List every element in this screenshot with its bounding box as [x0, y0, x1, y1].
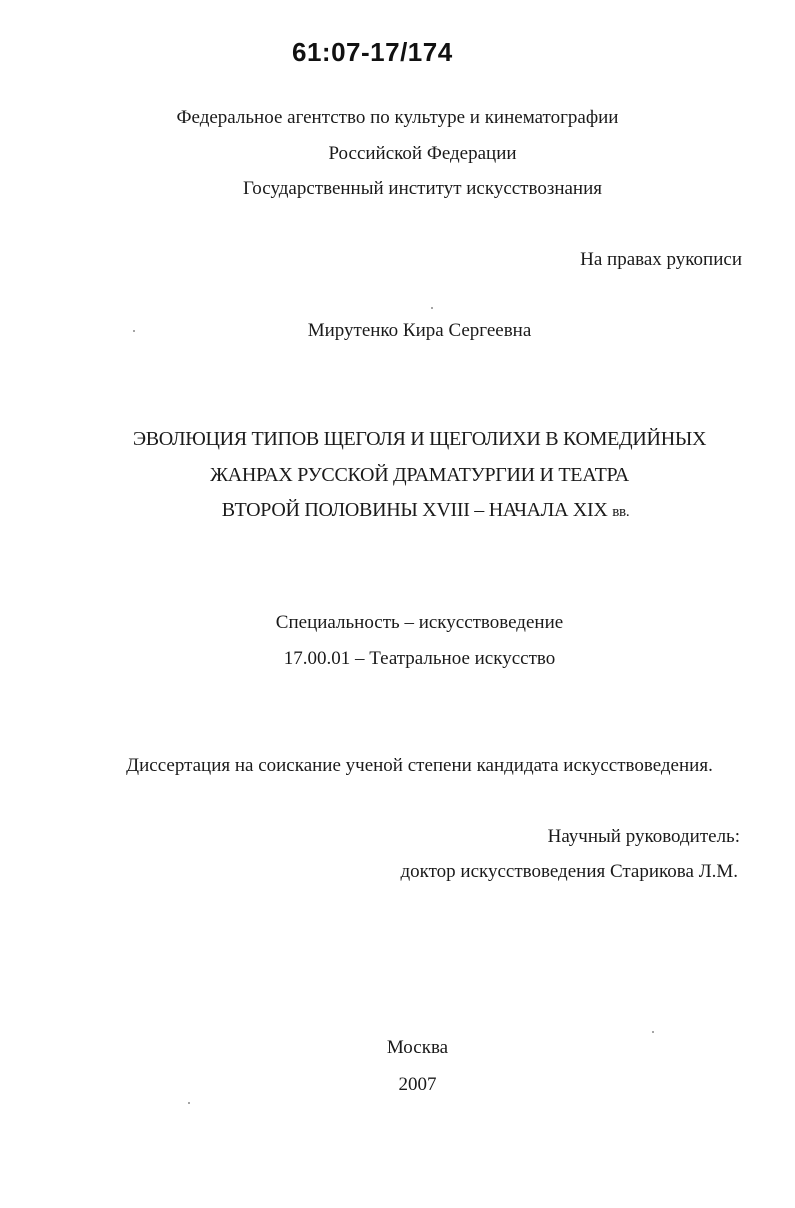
city: Москва — [386, 1037, 449, 1058]
title-line-3 — [28, 498, 795, 524]
header-line-institute: Государственный институт искусствознания — [242, 178, 603, 199]
title-line-3-suffix: вв. — [612, 504, 630, 520]
title-line-2: ЖАНРАХ РУССКОЙ ДРАМАТУРГИИ И ТЕАТРА — [210, 464, 629, 486]
header-line-federation: Российской Федерации — [328, 143, 517, 164]
specialty-code: 17.00.01 – Театральное искусство — [283, 648, 556, 669]
scan-speck — [188, 1102, 190, 1104]
scan-speck — [133, 330, 135, 332]
title-line-1: ЭВОЛЮЦИЯ ТИПОВ ЩЕГОЛЯ И ЩЕГОЛИХИ В КОМЕДИЙНЫХ — [132, 428, 707, 450]
catalog-number: 61:07-17/174 — [292, 37, 453, 67]
author-name: Мирутенко Кира Сергеевна — [307, 320, 532, 341]
dissertation-statement: Диссертация на соискание ученой степени кандидата искусствоведения. — [126, 755, 713, 776]
supervisor-name: доктор искусствоведения Старикова Л.М. — [400, 861, 738, 882]
manuscript-rights: На правах рукописи — [580, 249, 742, 270]
scan-speck — [652, 1031, 654, 1033]
supervisor-label: Научный руководитель: — [547, 826, 740, 847]
year: 2007 — [398, 1074, 437, 1095]
scan-speck — [431, 307, 433, 309]
header-line-agency: Федеральное агентство по культуре и кинематографии — [176, 107, 619, 128]
specialty-line: Специальность – искусствоведение — [275, 612, 564, 633]
title-line-3-main: ВТОРОЙ ПОЛОВИНЫ XVIII – НАЧАЛА XIX — [221, 499, 608, 521]
